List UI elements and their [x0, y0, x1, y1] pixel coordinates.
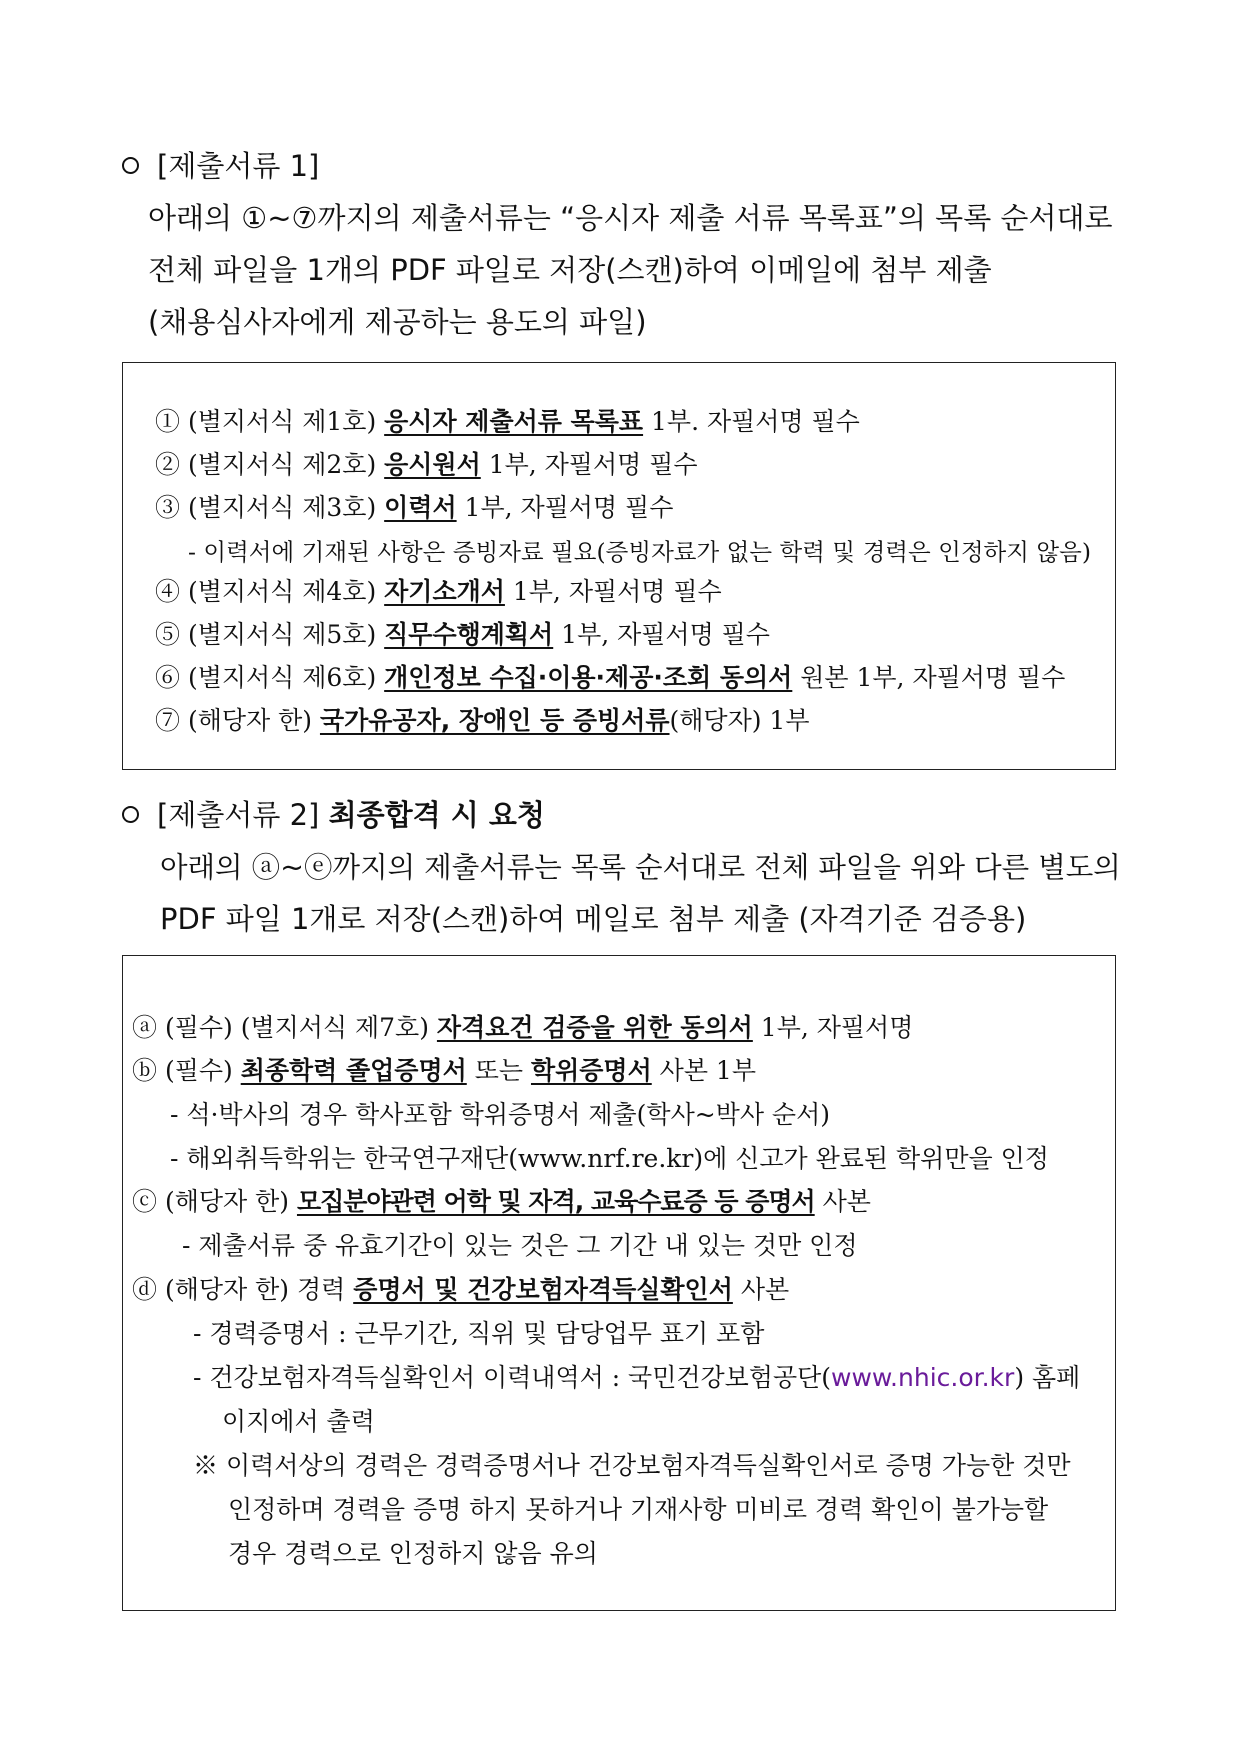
section2-title: [제출서류 2]: [157, 798, 320, 832]
section2-remark-line-2: 인정하며 경력을 증명 하지 못하거나 기재사항 미비로 경력 확인이 불가능할: [228, 1495, 1049, 1524]
section2-desc-line-2: PDF 파일 1개로 저장(스캔)하여 메일로 첨부 제출 (자격기준 검증용): [160, 902, 1027, 936]
section2-item-b-note-2: - 해외취득학위는 한국연구재단(www.nrf.re.kr)에 신고가 완료된 학위만을 인정: [170, 1144, 1049, 1173]
doc-name: 증명서 및 건강보험자격득실확인서: [353, 1275, 733, 1304]
section2-item-d: ⓓ (해당자 한) 경력 증명서 및 건강보험자격득실확인서 사본: [132, 1275, 790, 1304]
section1-heading: [122, 144, 319, 185]
section2-item-b: ⓑ (필수) 최종학력 졸업증명서 또는 학위증명서 사본 1부: [132, 1056, 756, 1085]
section1-desc-line-3: (채용심사자에게 제공하는 용도의 파일): [148, 305, 647, 339]
section1-item-3-note: - 이력서에 기재된 사항은 증빙자료 필요(증빙자료가 없는 학력 및 경력은 인정하지 않음): [188, 538, 1091, 566]
doc-name: 자기소개서: [384, 577, 505, 606]
section2-item-c: ⓒ (해당자 한) 모집분야관련 어학 및 자격, 교육수료증 등 증명서 사본: [132, 1187, 871, 1216]
section2-item-b-note-1: - 석·박사의 경우 학사포함 학위증명서 제출(학사~박사 순서): [170, 1100, 830, 1129]
section1-item-7: ⑦ (해당자 한) 국가유공자, 장애인 등 증빙서류(해당자) 1부: [155, 706, 810, 735]
doc-name: 개인정보 수집·이용·제공·조회 동의서: [384, 663, 793, 692]
circle-bullet-icon: [122, 157, 139, 174]
section1-item-6: ⑥ (별지서식 제6호) 개인정보 수집·이용·제공·조회 동의서 원본 1부, 자필서명 필수: [155, 663, 1066, 692]
section2-title-bold: 최종합격 시 요청: [328, 798, 545, 832]
section1-title: [제출서류 1]: [157, 149, 320, 183]
section2-item-d-note-1: - 경력증명서 : 근무기간, 직위 및 담당업무 표기 포함: [193, 1319, 765, 1348]
section1-item-2: ② (별지서식 제2호) 응시원서 1부, 자필서명 필수: [155, 450, 698, 479]
circle-bullet-icon: [122, 806, 139, 823]
section2-remark-line-3: 경우 경력으로 인정하지 않음 유의: [228, 1539, 598, 1568]
section2-heading: [122, 793, 545, 834]
section1-item-3: ③ (별지서식 제3호) 이력서 1부, 자필서명 필수: [155, 493, 674, 522]
section1-item-4: ④ (별지서식 제4호) 자기소개서 1부, 자필서명 필수: [155, 577, 722, 606]
section1-desc-line-2: 전체 파일을 1개의 PDF 파일로 저장(스캔)하여 이메일에 첨부 제출: [148, 253, 992, 287]
doc-name: 응시자 제출서류 목록표: [384, 407, 644, 436]
section2-desc-line-1: 아래의 ⓐ~ⓔ까지의 제출서류는 목록 순서대로 전체 파일을 위와 다른 별도의: [160, 851, 1121, 884]
section2-item-c-note: - 제출서류 중 유효기간이 있는 것은 그 기간 내 있는 것만 인정: [182, 1231, 858, 1260]
doc-name: 모집분야관련 어학 및 자격, 교육수료증 등 증명서: [296, 1187, 815, 1216]
doc-name: 직무수행계획서: [384, 620, 554, 649]
doc-name: 자격요건 검증을 위한 동의서: [436, 1013, 753, 1042]
doc-name: 국가유공자, 장애인 등 증빙서류: [319, 706, 670, 735]
doc-name: 최종학력 졸업증명서: [240, 1056, 467, 1085]
doc-name: 응시원서: [384, 450, 481, 479]
section2-item-d-note-2: - 건강보험자격득실확인서 이력내역서 : 국민건강보험공단(www.nhic.or.kr) 홈페: [193, 1363, 1081, 1392]
section1-item-1: ① (별지서식 제1호) 응시자 제출서류 목록표 1부. 자필서명 필수: [155, 407, 860, 436]
doc-name: 이력서: [384, 493, 457, 522]
doc-name: 학위증명서: [530, 1056, 652, 1085]
section2-remark-line-1: ※ 이력서상의 경력은 경력증명서나 건강보험자격득실확인서로 증명 가능한 것만: [193, 1451, 1071, 1480]
section1-item-5: ⑤ (별지서식 제5호) 직무수행계획서 1부, 자필서명 필수: [155, 620, 770, 649]
section2-item-a: ⓐ (필수) (별지서식 제7호) 자격요건 검증을 위한 동의서 1부, 자필서명: [132, 1013, 914, 1042]
nhic-link[interactable]: www.nhic.or.kr: [831, 1363, 1015, 1392]
section2-item-d-note-2-cont: 이지에서 출력: [222, 1407, 375, 1436]
section1-desc-line-1: 아래의 ①~⑦까지의 제출서류는 “응시자 제출 서류 목록표”의 목록 순서대로: [148, 201, 1113, 235]
